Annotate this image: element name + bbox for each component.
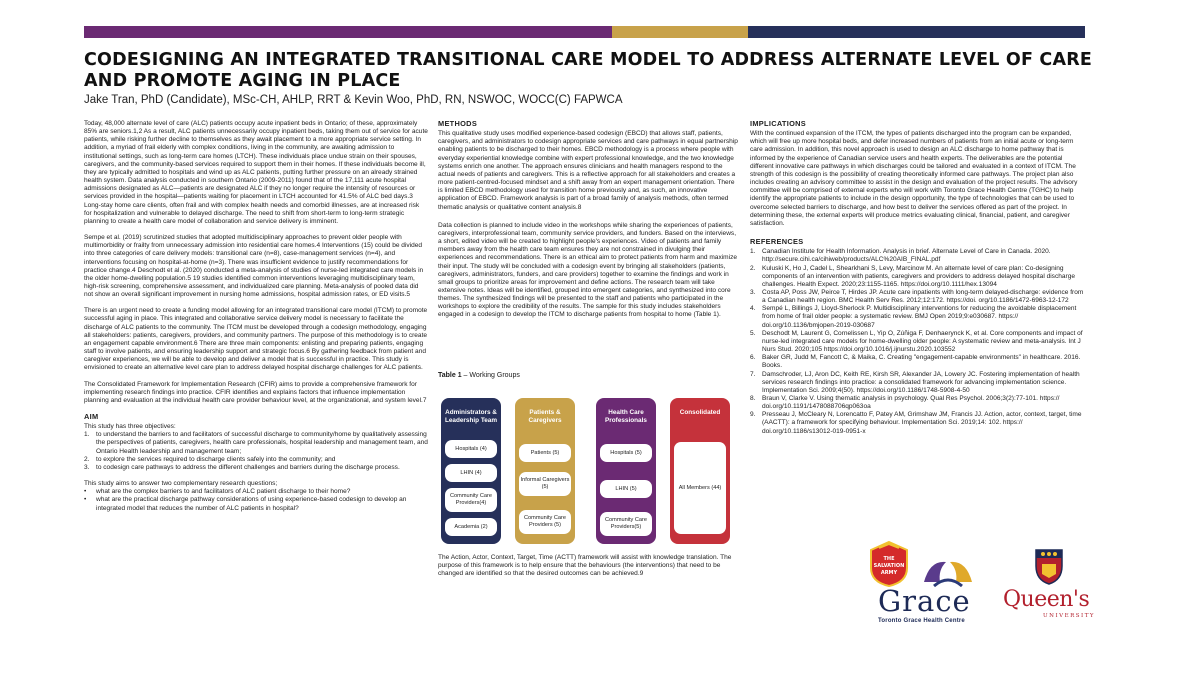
implications-heading: IMPLICATIONS xyxy=(750,119,807,128)
aim-intro: This study has three objectives: xyxy=(84,423,176,431)
aim-objectives xyxy=(84,431,428,472)
member-pill: Informal Caregivers (5) xyxy=(519,472,571,496)
member-pill: Academia (2) xyxy=(445,518,497,536)
aim-heading: AIM xyxy=(84,412,99,421)
svg-text:ARMY: ARMY xyxy=(880,570,898,576)
queens-logo-text: Queen's xyxy=(1003,587,1090,612)
reference-item: 9. Presseau J, McCleary N, Lorencatto F, Patey AM, Grimshaw JM, Francis JJ. Action, actor, context, target, time (AACTT): a framework for specifying behaviour. Implementation Sci. 2019;14: 102. https:// doi.org/10.1186/s13012-019-0951-x xyxy=(750,411,1082,435)
table-caption: Table 1 – Working Groups xyxy=(438,372,520,379)
working-group-title: Patients & Caregivers xyxy=(528,409,562,424)
references-list xyxy=(750,248,1086,436)
working-group-admin xyxy=(441,398,501,544)
top-band-gold xyxy=(612,26,748,38)
methods-heading: METHODS xyxy=(438,119,478,128)
working-group-title: Health Care Professionals xyxy=(605,409,647,424)
objective-item: 3. to codesign care pathways to address the different challenges and barriers during the discharge process. xyxy=(84,463,400,471)
member-pill: Hospitals (4) xyxy=(445,440,497,458)
top-band-navy xyxy=(748,26,1085,38)
reference-item: 1. Canadian Institute for Health Information. Analysis in brief. Alternate Level of Care in Canada. 2020. http://secure.cihi.ca/cihiweb/products/ALC%20AIB_FINAL.pdf xyxy=(750,248,1051,264)
member-pill: Community Care Providers(5) xyxy=(600,512,652,536)
salvation-army-logo xyxy=(868,540,910,588)
working-group-title: Consolidated xyxy=(679,409,721,416)
references-heading: REFERENCES xyxy=(750,237,804,247)
intro-paragraph: Sempe et al. (2019) scrutinized studies that adopted multidisciplinary approaches to prevent older people with multimorbidity or frailty from unnecessary admission into residential care homes.4 Interventions (15) could be divided into three categories of care delivery models: transitional care (n=8), case-management services (n=4), and interventions focusing on hospital-at-home (n=3). There was insufficient evidence to justify recommendations for practice change.4 Deschodt et al. (2020) conducted a meta-analysis of studies of nurse-led integrated care models in the older home-dwelling population.5 19 studies identified common interventions leveraging multidisciplinary team, high-risk screening, comprehensive assessment, and individualized care planning. Meta-analysis of pooled data did not show an overall significant improvement in nursing home admissions, hospital admission rates, or ED visits.5 xyxy=(84,234,424,299)
implications-paragraph: With the continued expansion of the ITCM, the types of patients discharged into the program can be expanded, which will free up more hospital beds, and defer increased numbers of patients from an initial acute or long-term care admission. In addition, this novel approach is used to design an ALC discharge to home pathway that is informed by the experience of Canadian service users and health experts. The deliverables are the potential different innovative care pathways in which discharges could be tailored and evaluated in a context of ITCM. The strength of this codesign is the possibility of creating theoretically informed care pathways. The project plan also includes creating an advisory committee to assist in the design and evaluation of the project results. The advisory committee will be comprised of external experts who will work with Toronto Grace Health Centre (TGHC) to help identify the appropriate patients to include in the design opportunity, the type of technologies that can be used to overcome selected barriers to discharge, and how best to deliver the services offered as part of the project. In determining these, the external experts will produce metrics evaluating clinical, financial, patient, and caregiver satisfaction. xyxy=(750,130,1078,227)
reference-item: 7. Damschroder, LJ, Aron DC, Keith RE, Kirsh SR, Alexander JA, Lowery JC. Fostering implementation of health services research findings into practice: a consolidated framework for advancing implementation science. Implementation Sci. 2009;4(50). https://doi.org/10.1186/1748-5908-4-50 xyxy=(750,370,1080,394)
working-group-consolidated xyxy=(670,398,730,544)
objective-item: 1. to understand the barriers to and facilitators of successful discharge to community/home by qualitatively assessing the perspectives of patients, caregivers, health care professionals, hospital leadership and management team, and Ontario Health leadership and management team; xyxy=(84,431,428,455)
queens-logo-subtitle: UNIVERSITY xyxy=(1043,613,1095,619)
member-pill: Patients (5) xyxy=(519,444,571,462)
grace-logo-subtitle: Toronto Grace Health Centre xyxy=(878,618,965,624)
member-pill: All Members (44) xyxy=(674,442,726,534)
member-pill: Community Care Providers (5) xyxy=(519,510,571,534)
top-band-purple xyxy=(84,26,612,38)
intro-paragraph: The Consolidated Framework for Implementation Research (CFIR) aims to provide a comprehensive framework for implementing research findings into practice. CFIR identifies and explains factors that influence implementation planning and evaluation at the individual health care provider behaviour level, at the organizational, and system level.7 xyxy=(84,380,427,404)
actt-paragraph: The Action, Actor, Context, Target, Time (ACTT) framework will assist with knowledge translation. The purpose of this framework is to help ensure that the behaviours (the interventions) that need to be changed are identified so that the desired outcomes can be achieved.9 xyxy=(438,554,732,578)
intro-paragraph: There is an urgent need to create a funding model allowing for an integrated transitional care model (ITCM) to promote successful aging in place. This integrated and collaborative service delivery model is necessary to facilitate the discharge of ALC patients to the community. The ITCM must be developed through a codesign methodology, engaging all stakeholders: patients, caregivers, providers, and community partners. The purpose of this methodology is to create an engagement capable environment.6 There are three main components: enlisting and preparing patients, engaging staff to involve patients, and ensuring leadership support and strategic focus.6 By gathering feedback from patient and caregiver experiences, we will be able to develop and deliver a model that is successful in practice. This study is envisioned to create an alternative level care plan to address delayed hospital discharge challenges for ALC patients. xyxy=(84,307,428,372)
reference-item: 8. Braun V, Clarke V. Using thematic analysis in psychology. Qual Res Psychol. 2006;3(2):77-101. https:// doi.org/10.1191/1478088706qp063oa xyxy=(750,395,1060,411)
queens-crest-icon xyxy=(1034,546,1064,586)
question-item: • what are the complex barriers to and facilitators of ALC patient discharge to their home? xyxy=(84,488,351,496)
grace-logo-text: Grace xyxy=(878,584,971,618)
implications-column xyxy=(750,120,1086,436)
reference-item: 2. Kuluski K, Ho J, Cadel L, Shearkhani S, Levy, Marcinow M. An alternate level of care plan: Co-designing components of an intervention with patients, caregivers and providers to address delayed hospital discharge challenges. Health Expect. 2020;23:1155-1165. https://doi.org/10.1111/hex.13094 xyxy=(750,264,1075,288)
working-group-patients xyxy=(515,398,575,544)
poster-title: CODESIGNING AN INTEGRATED TRANSITIONAL CARE MODEL TO ADDRESS ALTERNATE LEVEL OF CARE AND PROMOTE AGING IN PLACE xyxy=(84,50,1093,91)
working-group-title: Administrators & Leadership Team xyxy=(444,409,498,424)
question-item: • what are the practical discharge pathway considerations of using experience-based codesign to develop an integrated model that reduces the number of ALC patients in hospital? xyxy=(84,496,407,512)
introduction-column xyxy=(84,120,428,513)
svg-text:THE: THE xyxy=(883,556,895,562)
methods-column xyxy=(438,120,738,328)
questions-intro: This study aims to answer two complementary research questions; xyxy=(84,480,278,488)
member-pill: Community Care Providers(4) xyxy=(445,488,497,512)
objective-item: 2. to explore the services required to discharge clients safely into the community; and xyxy=(84,455,336,463)
reference-item: 6. Baker GR, Judd M, Fancott C, & Maika, C. Creating "engagement-capable environments" in healthcare. 2016. Books. xyxy=(750,354,1081,370)
poster-authors: Jake Tran, PhD (Candidate), MSc-CH, AHLP, RRT & Kevin Woo, PhD, RN, NSWOC, WOCC(C) FAPWCA xyxy=(84,94,623,106)
working-group-health-care-professionals xyxy=(596,398,656,544)
member-pill: LHIN (4) xyxy=(445,464,497,482)
member-pill: LHIN (5) xyxy=(600,480,652,498)
intro-paragraph: Today, 48,000 alternate level of care (ALC) patients occupy acute inpatient beds in Ontario; of these, approximately 85% are seniors.1,2 As a result, ALC patients unnecessarily occupy inpatient beds, taking them out of service for acute patients, while risking further decline to themselves as they await placement to a more appropriate service setting. In addition, a myriad of frail elderly with complex conditions, living in the community, are awaiting admission to institutional settings, such as long-term care homes (LTCH). These individuals place undue strain on their spouses, caregivers, and the community-based services required to support them in their homes. If these individuals become ill, they are typically admitted to hospitals and wind up as ALC patients, putting further pressure on an already strained health system. Data analysis conducted in southern Ontario (2009-2011) found that of the 17,111 acute hospital admissions designated as ALC—patients are designated ALC if they no longer require the intensity of resources or services provided in the hospital—patients waiting for placement in LTCH accounted for 41.5% of ALC bed days.3 Long-stay home care clients, often frail and with complex health needs and comorbid illnesses, are at increased risk for hospitalization and vulnerable to delayed discharge. The need to shift from short-term to long-term strategic planning to create a health care model of collaboration and service delivery is imminent. xyxy=(84,120,428,225)
methods-paragraph: This qualitative study uses modified experience-based codesign (EBCD) that allows staff, patients, caregivers, and administrators to codesign appropriate services and care pathways in equal partnership enabling patients to be discharged to their homes. EBCD methodology is a process where people with everyday experiential knowledge combine with expert professional knowledge, and the two knowledge systems enrich one another. The approach ensures clinicians and health managers respond to the actual needs of patients and caregivers. This is a reflective approach for all stakeholders and creates a more patient-centred-focused mindset and a shift away from an expert management orientation. There is limited EBCD methodology used for transition home previously and, as such, an innovative application of EBCD. Framework analysis is part of a broad family of analysis methods, often termed thematic analysis or qualitative content analysis.8 xyxy=(438,130,738,211)
member-pill: Hospitals (5) xyxy=(600,444,652,462)
methods-paragraph: Data collection is planned to include video in the workshops while sharing the experiences of patients, caregivers, interprofessional team, community service providers, and funders. Based on the interviews, a short, edited video will be created to highlight people's experiences. Video of patients and family members away from the health care team ensures they are not constrained in divulging their experiences and recommendations. There is an ethical aim to protect patients from harm and maximize their input. The study will be concluded with a codesign event by bringing all stakeholders (patients, caregivers, administrators, funders, and care providers) together to examine the findings and work in small groups to prioritize areas for improvement and define actions. The research team will take extensive notes. Ideas will be identified, grouped into emergent categories, and synthesized into core themes. The synthesized findings will be presented to the staff and patients who participated in the workshops to explore the credibility of the results. The sample for this study includes stakeholders engaged in a codesign to develop the ITCM to discharge patients from hospital to home (Table 1). xyxy=(438,221,737,319)
svg-text:SALVATION: SALVATION xyxy=(873,563,905,569)
reference-item: 4. Sempé L, Billings J, Lloyd-Sherlock P. Multidisciplinary interventions for reducing the avoidable displacement from home of frail older people: a systematic review. BMJ Open 2019;9:e030687. https:// doi.org/10.1136/bmjopen-2019-030687 xyxy=(750,305,1077,329)
research-questions xyxy=(84,488,428,512)
reference-item: 3. Costa AP, Poss JW, Peirce T, Hirdes JP. Acute care inpatients with long-term delayed-discharge: evidence from a Canadian health region. BMC Health Serv Res. 2012;12:172. https://doi. org/10.1186/1472-6963-12-172 xyxy=(750,288,1084,305)
reference-item: 5. Deschodt M, Laurent G, Cornelissen L, Yip O, Zúñiga F, Denhaerynck K, et al. Core components and impact of nurse-led integrated care models for home-dwelling older people: A systematic review and meta-analysis. Int J Nurs Stud. 2020;105 https://doi.org/10.1016/j.ijnurstu.2020.103552 xyxy=(750,329,1083,354)
